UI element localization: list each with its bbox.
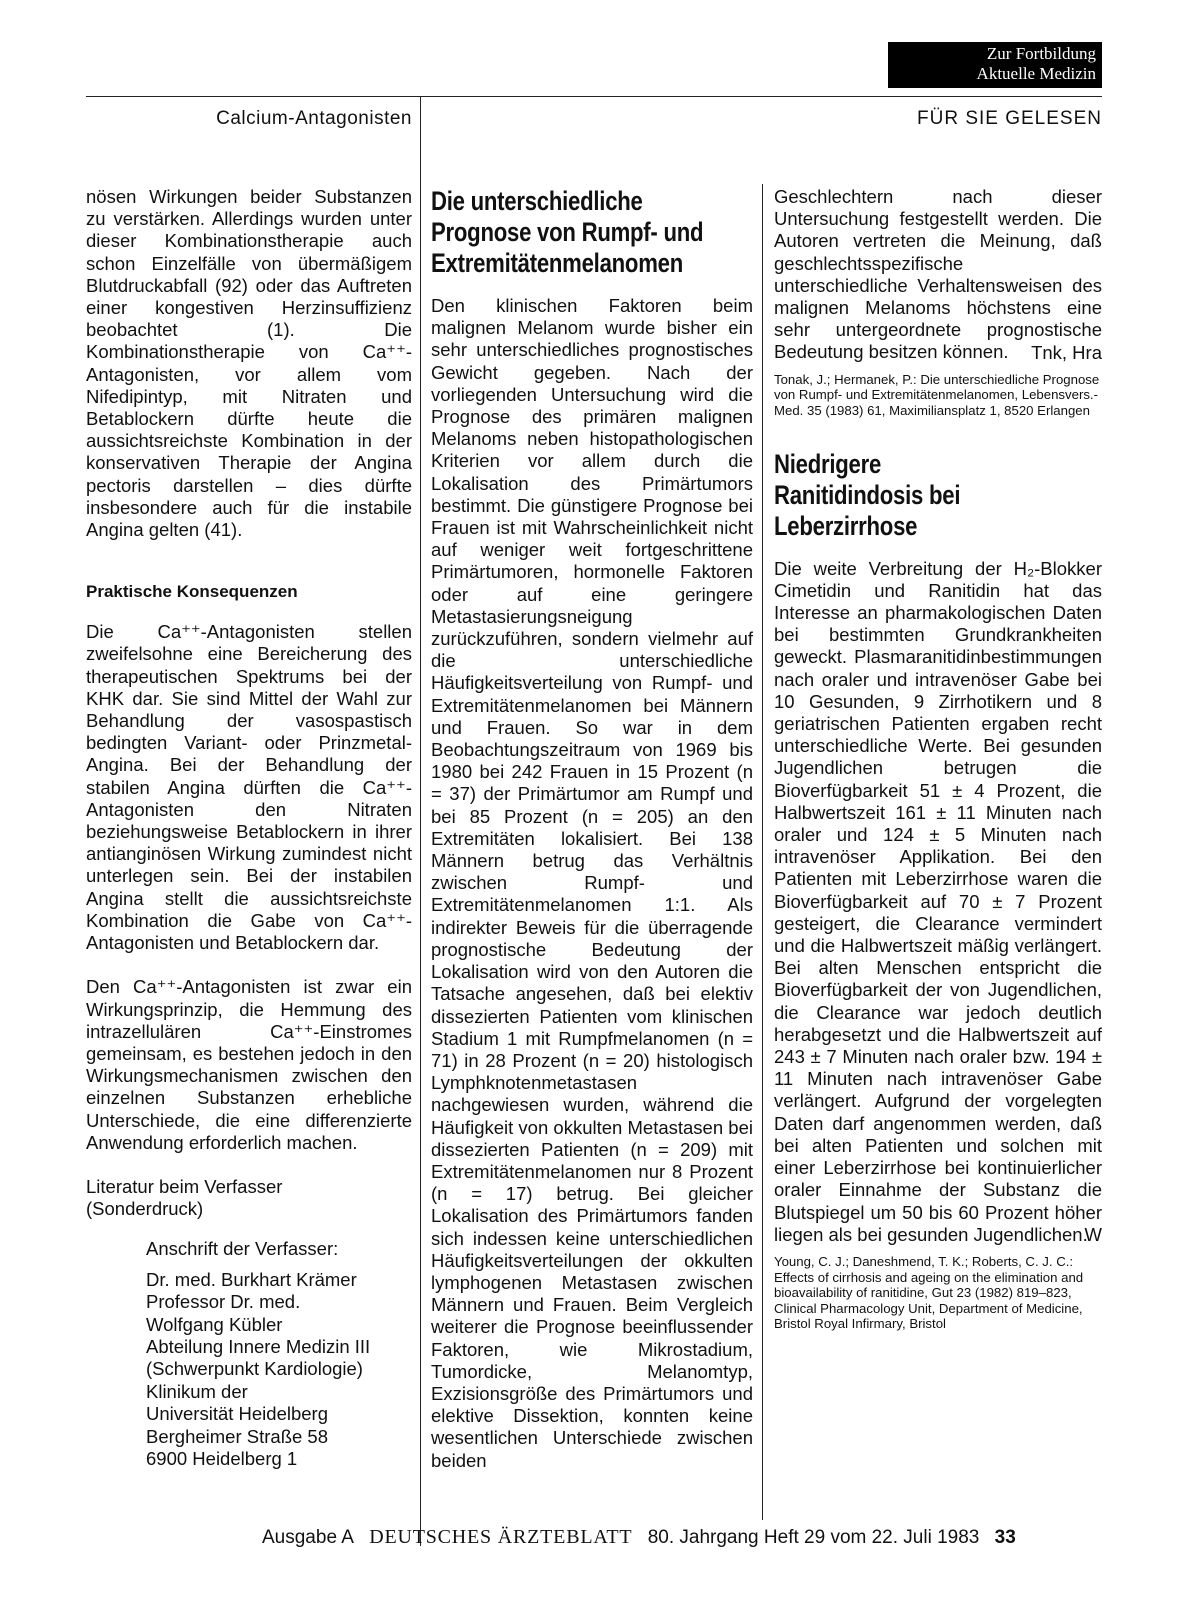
section-title-right: FÜR SIE GELESEN xyxy=(917,108,1102,129)
issue-info: 80. Jahrgang Heft 29 vom 22. Juli 1983 xyxy=(647,1527,980,1548)
address-line: Abteilung Innere Medizin III xyxy=(146,1335,371,1357)
address-line: 6900 Heidelberg 1 xyxy=(146,1447,298,1469)
article-body: Den klinischen Faktoren beim malignen Melanom wurde bisher ein sehr unterschiedliches prognostisches Gewicht gegeben. Nach der vorliegenden Untersuchung wird die Prognose des primären malignen Melanoms neben histopathologischen Kriterien vor allem durch die Lokalisation des Primärtumors bestimmt. Die günstigere Prognose bei Frauen ist mit Wahrscheinlichkeit nicht auf weniger weit fortgeschrittene Primärtumoren, hormonelle Faktoren oder auf eine geringere Metastasierungsneigung zurückzuführen, sondern vielmehr auf die unterschiedliche Häufigkeitsverteilung von Rumpf- und Extremitätenmelanomen bei Männern und Frauen. So war in dem Beobachtungszeitraum von 1969 bis 1980 bei 242 Frauen in 15 Prozent (n = 37) der Primärtumor am Rumpf und bei 85 Prozent (n = 205) an den Extremitäten lokalisiert. Bei 138 Männern betrug das Verhältnis zwischen Rumpf- und Extremitätenmelanomen 1:1. Als indirekter Beweis für die überragende prognostische Bedeutung der Lokalisation wird von den Autoren die Tatsache angesehen, daß bei elektiv dissezierten Patienten vom klinischen Stadium 1 mit Rumpfmelanomen (n = 71) in 28 Prozent (n = 20) histologisch Lymphknotenmetastasen nachgewiesen wurden, während die Häufigkeit von okkulten Metastasen bei dissezierten Patienten (n = 209) mit Extremitätenmelanomen nur 8 Prozent (n = 17) betrug. Bei gleicher Lokalisation des Primärtumors fanden sich indessen keine unterschiedlichen Häufigkeitsverteilungen der okkulten lymphogenen Metastasen zwischen Männern und Frauen. Beim Vergleich weiterer die Prognose beeinflussender Faktoren, wie Mikrostadium, Tumordicke, Melanomtyp, Exzisionsgröße des Primärtumors und elektive Dissektion, konnten keine wesentlichen Unterschiede zwischen beiden xyxy=(431,295,753,1471)
journal-name: DEUTSCHES ÄRZTEBLATT xyxy=(369,1526,633,1548)
title-line: Prognose von Rumpf- und xyxy=(431,217,704,247)
article-body: Die weite Verbreitung der H₂-Blokker Cimetidin und Ranitidin hat das Interesse an pharmakologischen Daten bei bestimmten Grundkrankheiten geweckt. Plasmaranitidinbestimmungen nach oraler und intravenöser Gabe bei 10 Gesunden, 9 Zirrhotikern und 8 geriatrischen Patienten ergaben recht unterschiedliche Werte. Bei gesunden Jugendlichen betrugen die Bioverfügbarkeit 51 ± 4 Prozent, die Halbwertszeit 161 ± 11 Minuten nach oraler und 124 ± 5 Minuten nach intravenöser Applikation. Bei den Patienten mit Leberzirrhose waren die Bioverfügbarkeit auf 70 ± 7 Prozent gesteigert, die Clearance vermindert und die Halbwertszeit mäßig verlängert. Bei alten Menschen entspricht die Bioverfügbarkeit der von Jugendlichen, die Clearance war jedoch deutlich herabgesetzt und die Halbwertszeit auf 243 ± 7 Minuten nach oraler bzw. 194 ± 11 Minuten nach intravenöser Gabe verlängert. Aufgrund der vorgelegten Daten darf angenommen werden, daß bei alten Patienten und solchen mit einer Leberzirrhose bei kontinuierlicher oraler Einnahme der Substanz die Blutspiegel um 50 bis 60 Prozent höher liegen als bei gesunden Jugendlichen. xyxy=(774,557,1102,1245)
header-rule xyxy=(86,96,1102,97)
edition: Ausgabe A xyxy=(262,1527,354,1548)
paragraph: Die Ca⁺⁺-Antagonisten stellen zweifelsohne eine Bereicherung des therapeutischen Spektrums bei der KHK dar. Sie sind Mittel der Wahl zur Behandlung der vasospastisch bedingten Variant- oder Prinzmetal-Angina. Bei der Behandlung der stabilen Angina dürften die Ca⁺⁺-Antagonisten den Nitraten beziehungsweise Betablockern in ihrer antianginösen Wirkung zumindest nicht unterlegen sein. Bei der instabilen Angina stellt die aussichtsreichste Kombination die Gabe von Ca⁺⁺-Antagonisten und Betablockern dar. xyxy=(86,621,412,954)
address-line: Professor Dr. med. xyxy=(146,1291,301,1313)
address-line: (Schwerpunkt Kardiologie) xyxy=(146,1358,363,1380)
address-line: Bergheimer Straße 58 xyxy=(146,1425,329,1447)
reference: Tonak, J.; Hermanek, P.: Die unterschiedliche Prognose von Rumpf- und Extremitätenmelanomen, Lebensvers.-Med. 35 (1983) 61, Maximiliansplatz 1, 8520 Erlangen xyxy=(774,371,1100,419)
literature-note: Literatur beim Verfasser xyxy=(86,1175,283,1197)
title-line: Extremitätenmelanomen xyxy=(431,248,683,278)
address-line: Wolfgang Kübler xyxy=(146,1313,283,1335)
column-divider-1 xyxy=(420,96,421,1546)
column-2 xyxy=(431,186,753,1472)
subheading: Praktische Konsequenzen xyxy=(86,582,298,602)
author-initials: Tnk, Hra xyxy=(1031,341,1102,363)
badge-line-1: Zur Fortbildung xyxy=(986,44,1096,63)
author-initials: W xyxy=(1084,1223,1102,1245)
section-badge xyxy=(888,42,1102,88)
title-line: Die unterschiedliche xyxy=(431,186,643,216)
page-footer xyxy=(262,1526,1102,1549)
article-title xyxy=(774,449,1102,542)
reference: Young, C. J.; Daneshmend, T. K.; Roberts, C. J. C.: Effects of cirrhosis and ageing on the elimination and bioavailability of ranitidine, Gut 23 (1982) 819–823, Clinical Pharmacology Unit, Department of Medicine, Bristol Royal Infirmary, Bristol xyxy=(774,1254,1084,1332)
column-divider-2 xyxy=(762,184,763,1520)
section-title-left: Calcium-Antagonisten xyxy=(216,108,412,129)
column-3 xyxy=(774,186,1102,1332)
address-line: Dr. med. Burkhart Krämer xyxy=(146,1268,357,1290)
article-body-continued: Geschlechtern nach dieser Untersuchung festgestellt werden. Die Autoren vertreten die Meinung, daß geschlechtsspezifische unterschiedliche Verhaltensweisen des malignen Melanoms höchstens eine sehr untergeordnete prognostische Bedeutung besitzen können. xyxy=(774,186,1102,363)
address-label: Anschrift der Verfasser: xyxy=(146,1238,339,1260)
paragraph: nösen Wirkungen beider Substanzen zu verstärken. Allerdings wurden unter dieser Kombinationstherapie auch schon Einzelfälle von übermäßigem Blutdruckabfall (92) oder das Auftreten einer kongestiven Herzinsuffizienz beobachtet (1). Die Kombinationstherapie von Ca⁺⁺-Antagonisten, vor allem vom Nifedipintyp, mit Nitraten und Betablockern dürfte heute die aussichtsreichste Kombination in der konservativen Therapie der Angina pectoris darstellen – dies dürfte insbesondere auch für die instabile Angina gelten (41). xyxy=(86,186,412,541)
title-line: Niedrigere xyxy=(774,448,882,479)
article-title xyxy=(431,186,753,279)
title-line: Leberzirrhose xyxy=(774,510,918,541)
address-line: Klinikum der xyxy=(146,1380,248,1402)
paragraph: Den Ca⁺⁺-Antagonisten ist zwar ein Wirkungsprinzip, die Hemmung des intrazellulären Ca⁺⁺-Einstromes gemeinsam, es bestehen jedoch in den Wirkungsmechanismen zwischen den einzelnen Substanzen erhebliche Unterschiede, die eine differenzierte Anwendung erforderlich machen. xyxy=(86,976,412,1153)
author-address xyxy=(146,1238,412,1470)
badge-line-2: Aktuelle Medizin xyxy=(976,64,1096,83)
literature-note: (Sonderdruck) xyxy=(86,1198,204,1220)
page-number: 33 xyxy=(994,1527,1016,1548)
address-line: Universität Heidelberg xyxy=(146,1403,329,1425)
title-line: Ranitidindosis bei xyxy=(774,479,961,510)
column-1 xyxy=(86,186,412,1470)
